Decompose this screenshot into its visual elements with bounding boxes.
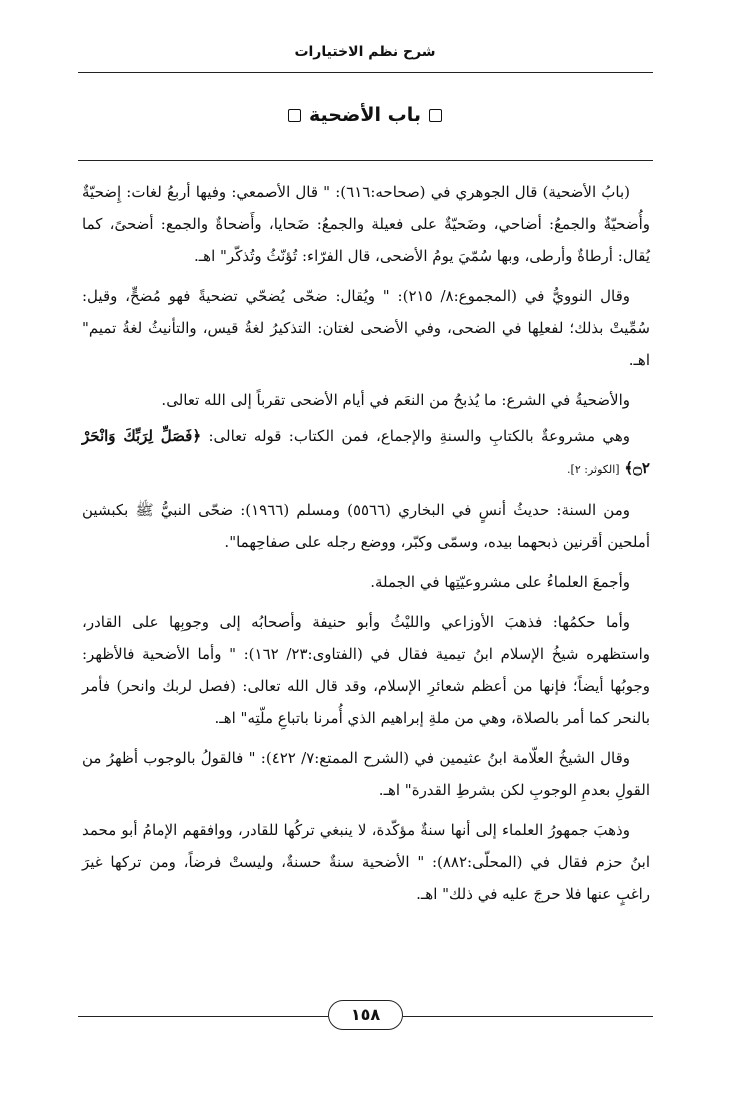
paragraph-sharia-definition: والأضحيةُ في الشرع: ما يُذبحُ من النعَم في أيام الأضحى تقرباً إلى الله تعالى. [161, 391, 630, 409]
page-number: ١٥٨ [328, 1000, 403, 1030]
running-head: شرح نظم الاختيارات [294, 44, 436, 60]
body-text [82, 176, 650, 918]
header-rule [78, 72, 653, 73]
paragraph-definition: (بابُ الأضحية) قال الجوهري في (صحاحه:٦١٦): " قال الأصمعي: وفيها أربعُ لغات: إِضحيّةٌ وأُضحيّةٌ والجمعُ: أضاحي، وضَحيّةٌ على فعيلة والجمعُ: ضَحايا، وأَضحاةٌ والجمع: أضحىً، كما يُقال: أرطاةٌ وأرطى، وبها سُمّيَ يومُ الأضحى، قال الفرّاء: تُؤنّثُ وتُذكّر" اهـ. [82, 183, 650, 265]
paragraph-ruling: وأما حكمُها: فذهبَ الأوزاعي والليْثُ وأبو حنيفة وأصحابُه إلى وجوبِها على القادر، واستظهره شيخُ الإسلام ابنُ تيمية فقال في (الفتاوى:٢٣/ ١٦٢): " وأما الأضحية فالأظهر: وجوبُها أيضاً؛ فإنها من أعظم شعائرِ الإسلام، وقد قال الله تعالى: (فصل لربك وانحر) فأمر بالنحر كما أمر بالصلاة، وهي من ملةِ إبراهيم الذي أُمرنا باتباعِ ملّتِه" اهـ. [82, 613, 650, 727]
chapter-title: باب الأضحية [309, 104, 421, 126]
footer-rule-right [403, 1016, 653, 1017]
paragraph-legitimacy [82, 420, 650, 486]
paragraph-consensus: وأجمعَ العلماءُ على مشروعيّتِها في الجملة. [370, 573, 630, 591]
footer-rule-left [78, 1016, 328, 1017]
square-ornament-icon [288, 109, 301, 122]
paragraph-uthaymeen: وقال الشيخُ العلّامة ابنُ عثيمين في (الشرح الممتع:٧/ ٤٢٢): " فالقولُ بالوجوب أظهرُ من القولِ بعدمِ الوجوبِ لكن بشرطِ القدرة" اهـ. [82, 749, 650, 799]
chapter-heading [0, 104, 730, 126]
paragraph-nawawi: وقال النوويُّ في (المجموع:٨/ ٢١٥): " ويُقال: ضحّى يُضحّي تضحيةً فهو مُضحٍّ، وقيل: سُمِّيتْ بذلك؛ لفعلِها في الضحى، وفي الأضحى لغتان: التذكيرُ لغةُ قيس، والتأنيثُ لغةُ تميم" اهـ. [82, 287, 650, 369]
legitimacy-text: وهي مشروعةٌ بالكتابِ والسنةِ والإجماع، فمن الكتاب: قوله تعالى: [208, 427, 630, 445]
paragraph-majority: وذهبَ جمهورُ العلماء إلى أنها سنةٌ مؤكّدة، لا ينبغي تركُها للقادر، ووافقهم الإمامُ أبو محمد ابنُ حزم فقال في (المحلّى:٨٨٢): " الأضحية سنةٌ حسنةٌ، وليستْ فرضاً، ومن تركها غيرَ راغبٍ عنها فلا حرجَ عليه في ذلك" اهـ. [82, 821, 650, 903]
quran-verse: ﴿فَصَلِّ لِرَبِّكَ وَانْحَرْ ۝٢﴾ [82, 427, 650, 477]
verse-reference: [الكوثر: ٢]. [567, 463, 620, 476]
paragraph-sunnah: ومن السنة: حديثُ أنسٍ في البخاري (٥٥٦٦) ومسلم (١٩٦٦): ضحّى النبيُّ ﷺ بكبشين أملحين أقرنين ذبحهما بيده، وسمّى وكبّر، ووضع رجله على صفاحِهما". [82, 501, 650, 551]
title-rule [78, 160, 653, 161]
square-ornament-icon [429, 109, 442, 122]
